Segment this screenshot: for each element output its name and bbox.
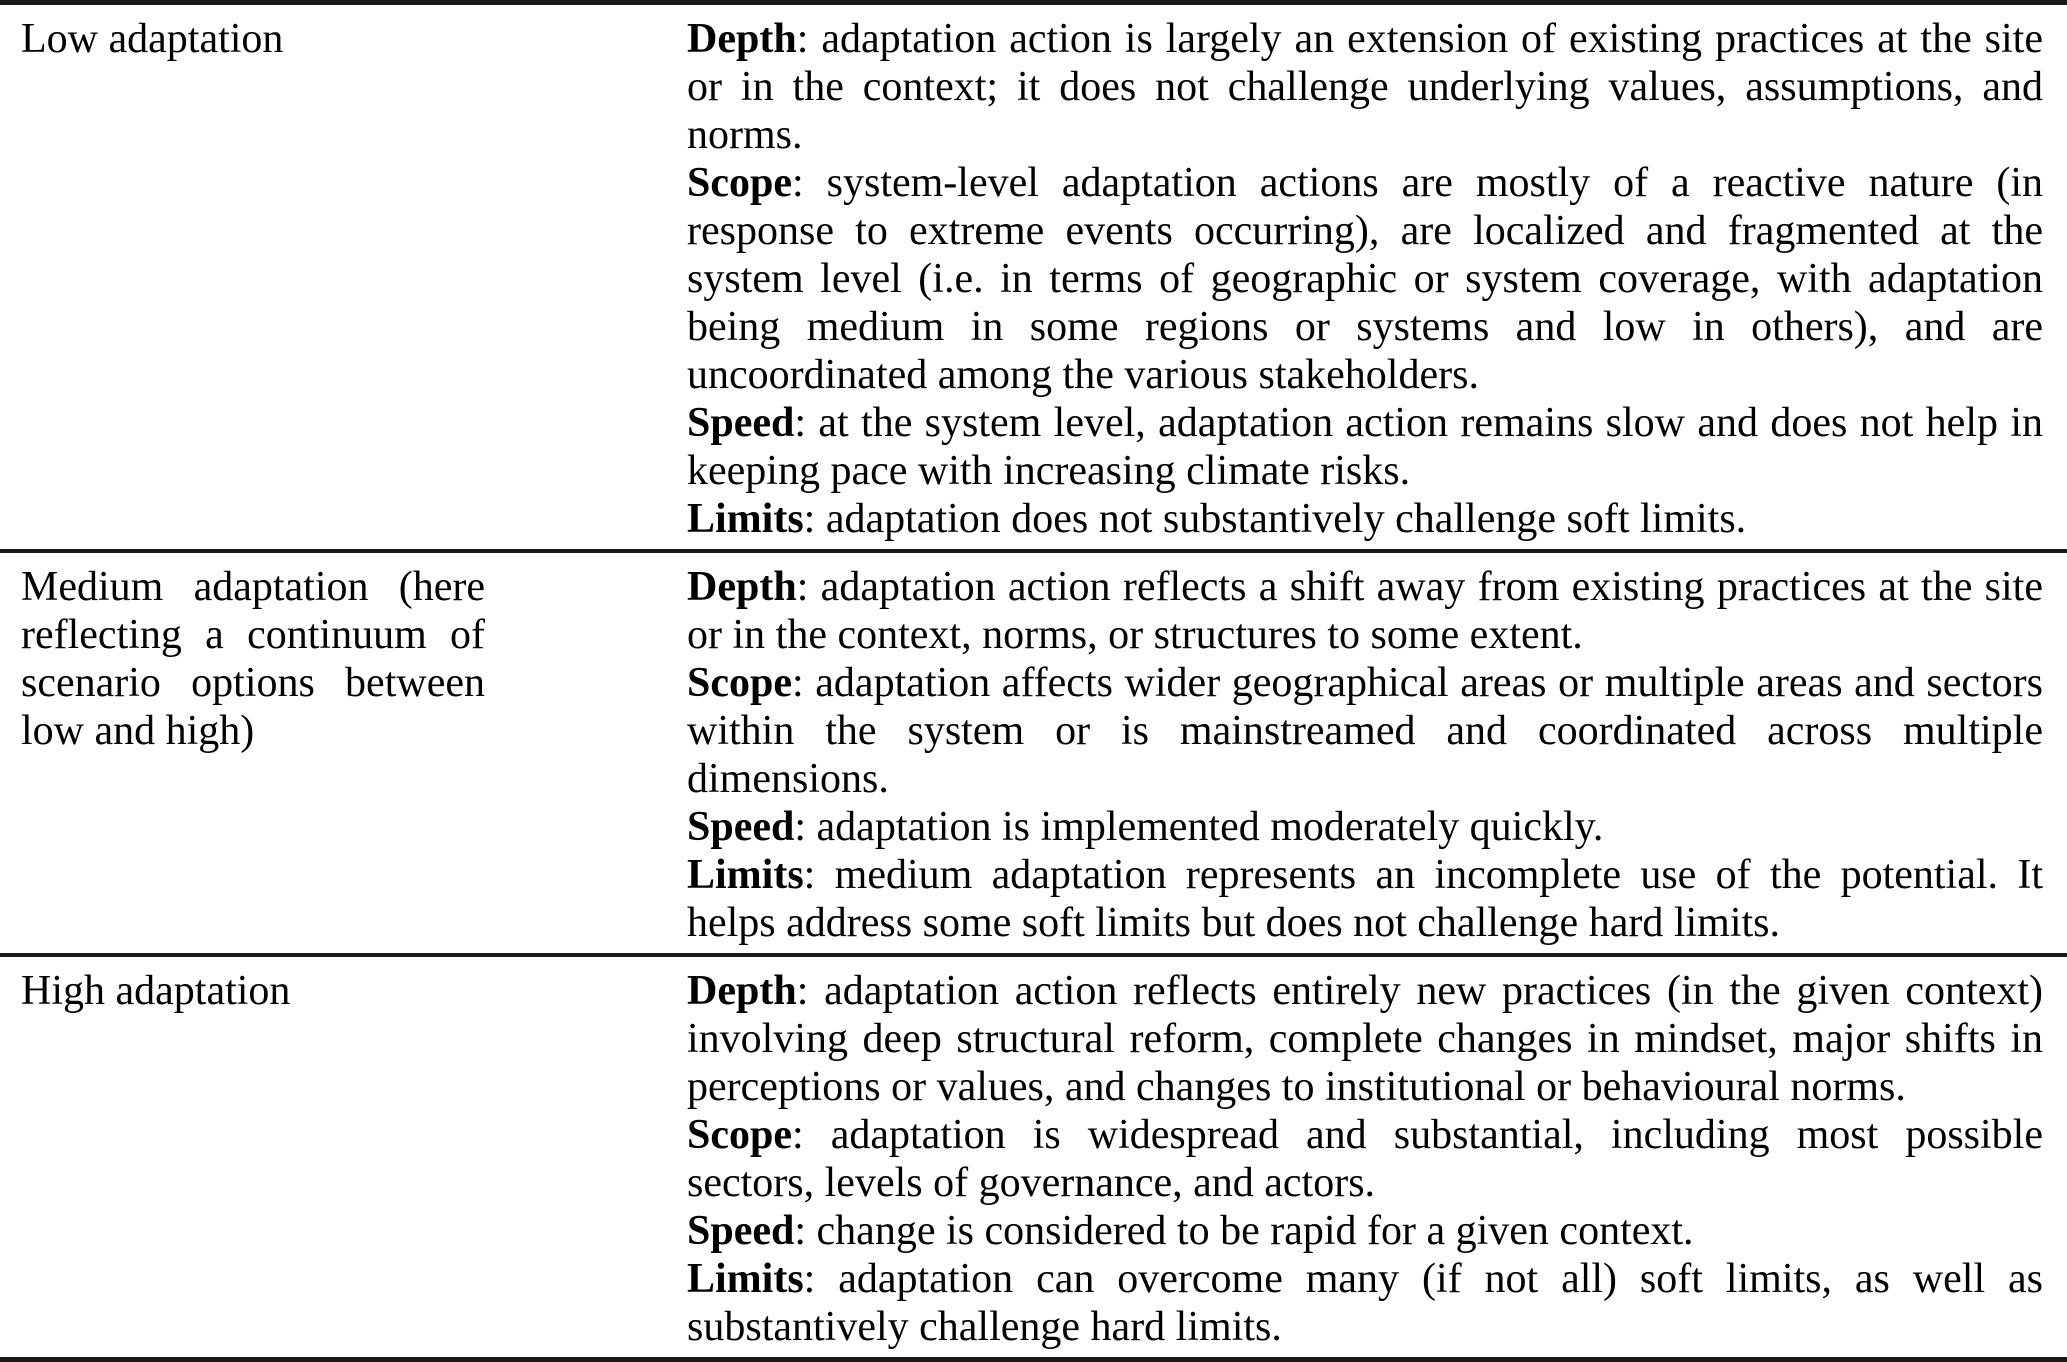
criterion-separator: :	[794, 804, 817, 850]
table-cell-level	[0, 3, 687, 552]
criterion-text: adaptation action is largely an extension of existing practices at the site or in the context; it does not challenge underlying values, assumptions, and norms.	[687, 16, 2043, 158]
criterion-term: Speed	[687, 1208, 795, 1254]
criterion-paragraph-limits	[687, 495, 2043, 543]
table-row-medium-adaptation	[0, 551, 2067, 955]
criterion-text: medium adaptation represents an incomplete use of the potential. It helps address some soft limits but does not challenge hard limits.	[687, 852, 2044, 946]
criterion-separator: :	[803, 496, 826, 542]
criterion-term: Depth	[687, 564, 797, 610]
criterion-text: adaptation action reflects a shift away from existing practices at the site or in the context, norms, or structures to some extent.	[687, 564, 2043, 658]
criterion-separator: :	[803, 852, 835, 898]
criterion-term: Scope	[687, 160, 792, 206]
criterion-separator: :	[792, 160, 827, 206]
criterion-text: system-level adaptation actions are mostly of a reactive nature (in response to extreme events occurring), are localized and fragmented at the system level (i.e. in terms of geographic or system coverage, with adaptation being medium in some regions or systems and low in others), and are uncoordinated among the various stakeholders.	[687, 160, 2043, 398]
criterion-term: Limits	[687, 496, 804, 542]
criterion-paragraph-limits	[687, 1255, 2043, 1351]
criterion-paragraph-depth	[687, 15, 2043, 159]
table-cell-description	[687, 551, 2067, 955]
table-cell-level	[0, 551, 687, 955]
table-cell-description	[687, 3, 2067, 552]
adaptation-level-label: Low adaptation	[21, 16, 284, 62]
criterion-separator: :	[794, 1208, 817, 1254]
criterion-separator: :	[796, 16, 822, 62]
criterion-paragraph-speed	[687, 399, 2043, 495]
table-row-low-adaptation	[0, 3, 2067, 552]
criterion-text: adaptation is widespread and substantial, including most possible sectors, levels of governance, and actors.	[687, 1112, 2043, 1206]
criterion-paragraph-depth	[687, 563, 2043, 659]
criterion-term: Speed	[687, 804, 795, 850]
criterion-term: Limits	[687, 852, 804, 898]
criterion-term: Depth	[687, 16, 797, 62]
criterion-text: adaptation can overcome many (if not all) soft limits, as well as substantively challenge hard limits.	[687, 1256, 2044, 1350]
criterion-separator: :	[796, 564, 821, 610]
criterion-separator: :	[792, 660, 816, 706]
adaptation-level-label: High adaptation	[21, 968, 291, 1014]
criterion-paragraph-scope	[687, 159, 2043, 399]
table-cell-level	[0, 955, 687, 1360]
criterion-text: at the system level, adaptation action remains slow and does not help in keeping pace with increasing climate risks.	[687, 400, 2043, 494]
criterion-term: Depth	[687, 968, 797, 1014]
criterion-text: adaptation does not substantively challenge soft limits.	[825, 496, 1747, 542]
criterion-paragraph-scope	[687, 659, 2043, 803]
criterion-term: Speed	[687, 400, 795, 446]
criterion-text: adaptation action reflects entirely new practices (in the given context) involving deep structural reform, complete changes in mindset, major shifts in perceptions or values, and changes to institutional or behavioural norms.	[687, 968, 2043, 1110]
adaptation-level-label: Medium adaptation (here reflecting a continuum of scenario options between low and high)	[21, 564, 485, 754]
criterion-separator: :	[796, 968, 825, 1014]
criterion-text: adaptation affects wider geographical areas or multiple areas and sectors within the system or is mainstreamed and coordinated across multiple dimensions.	[687, 660, 2044, 802]
criterion-separator: :	[803, 1256, 839, 1302]
table-cell-description	[687, 955, 2067, 1360]
table-row-high-adaptation	[0, 955, 2067, 1360]
criterion-paragraph-scope	[687, 1111, 2043, 1207]
criterion-text: change is considered to be rapid for a given context.	[816, 1208, 1694, 1254]
criterion-paragraph-speed	[687, 803, 2043, 851]
criterion-term: Scope	[687, 660, 792, 706]
criterion-paragraph-limits	[687, 851, 2043, 947]
criterion-term: Limits	[687, 1256, 804, 1302]
criterion-separator: :	[792, 1112, 831, 1158]
criterion-text: adaptation is implemented moderately quickly.	[816, 804, 1604, 850]
criterion-paragraph-depth	[687, 967, 2043, 1111]
criterion-paragraph-speed	[687, 1207, 2043, 1255]
criterion-separator: :	[794, 400, 819, 446]
criterion-term: Scope	[687, 1112, 792, 1158]
